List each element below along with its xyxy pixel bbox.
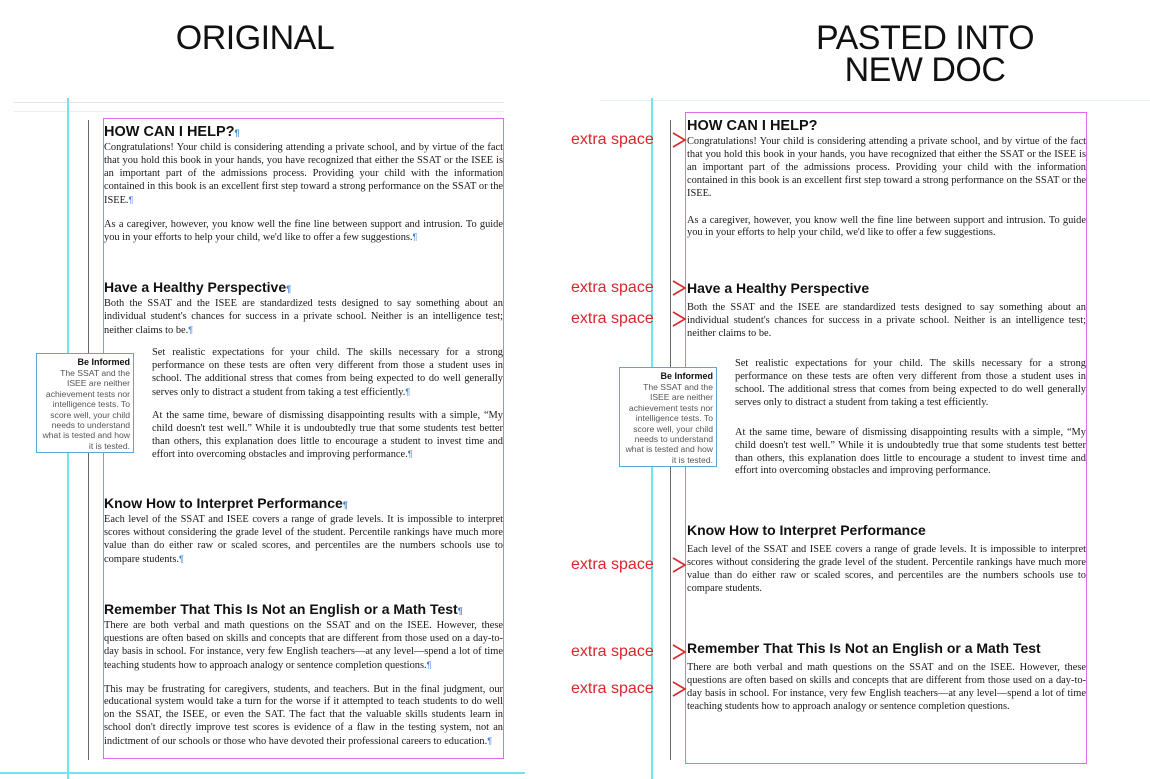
title-pasted-line2: NEW DOC bbox=[844, 51, 1006, 89]
right-sidebar-be-informed bbox=[619, 367, 717, 467]
paragraph-each-level: Each level of the SSAT and ISEE covers a range of grade levels. It is impossible to interpret scores without considering the grade level of the student. Percentile rankings have much more value than do either raw or scaled scores, and percentiles are the numbers schools use to compare students.¶ bbox=[104, 514, 503, 566]
annotation-extra-space-4: extra space bbox=[571, 556, 654, 573]
heading-interpret-performance-pasted: Know How to Interpret Performance bbox=[687, 522, 926, 539]
chevron-right-icon bbox=[671, 279, 687, 297]
chevron-right-icon bbox=[671, 310, 687, 328]
annotation-extra-space-3: extra space bbox=[571, 310, 654, 327]
title-pasted-line1: PASTED INTO bbox=[815, 19, 1035, 57]
annotation-extra-space-6: extra space bbox=[571, 680, 654, 697]
title-original: ORIGINAL bbox=[175, 19, 335, 57]
chevron-right-icon bbox=[671, 643, 687, 661]
paragraph-expectations: Set realistic expectations for your child. The skills necessary for a strong performance on these tests are often very different from those a student uses in school. The additional stress that comes from being expected to do well generally serves only to distract a student from taking a test efficiently.¶ bbox=[152, 347, 503, 398]
right-page bbox=[687, 118, 1086, 714]
annotation-extra-space-2: extra space bbox=[571, 279, 654, 296]
paragraph-verbal-math-pasted: There are both verbal and math questions on the SSAT and on the ISEE. However, these questions are often based on skills and concepts that are different from those used on a day-to-day basis in school. For instance, very few English teachers—at any level—spend a lot of time teaching students how to approach analogy or sentence completion questions. bbox=[687, 661, 1086, 712]
paragraph-standardized-pasted: Both the SSAT and the ISEE are standardized tests designed to say something about an individual student's chances for success in a private school. Neither is an intelligence test; neither claims to be. bbox=[687, 302, 1086, 340]
sidebar-title: Be Informed bbox=[77, 357, 130, 367]
paragraph-expectations-pasted: Set realistic expectations for your child. The skills necessary for a strong performance on these tests are often very different from those a student uses in school. The additional stress that comes from being expected to do well generally serves only to distract a student from taking a test efficiently. bbox=[735, 358, 1086, 408]
left-page bbox=[104, 124, 503, 749]
chevron-right-icon bbox=[671, 131, 687, 149]
heading-remember-pasted: Remember That This Is Not an English or a Math Test bbox=[687, 639, 1041, 656]
paragraph-congratulations: Congratulations! Your child is considering attending a private school, and by virtue of the fact that you hold this book in your hands, you have recognized that either the SSAT or the ISEE is an important part of the admissions process. Providing your child with the information contained in this book is an excellent first step toward a strong performance on the SSAT or the ISEE.¶ bbox=[104, 142, 503, 206]
right-top-guide bbox=[600, 100, 1150, 101]
left-sidebar-be-informed bbox=[36, 353, 134, 453]
paragraph-congratulations-pasted: Congratulations! Your child is considering attending a private school, and by virtue of the fact that you hold this book in your hands, you have recognized that either the SSAT or the ISEE is an important part of the admissions process. Providing your child with the information contained in this book is an excellent first step toward a strong performance on the SSAT or the ISEE. bbox=[687, 136, 1086, 199]
left-bottom-guide bbox=[0, 772, 525, 774]
paragraph-each-level-pasted: Each level of the SSAT and ISEE covers a range of grade levels. It is impossible to interpret scores without considering the grade level of the student. Percentile rankings have much more value than do either raw or scaled scores, and percentiles are the numbers schools use to compare students. bbox=[687, 544, 1086, 595]
annotation-extra-space-5: extra space bbox=[571, 643, 654, 660]
paragraph-frustrating: This may be frustrating for caregivers, students, and teachers. But in the final judgment, our educational system would take a turn for the worse if it attempted to teach students to do well on the SSAT, the ISEE, or even the SAT. The fact that the valuable skills students learn in school don't directly improve test scores is evidence of a flaw in the testing system, not an indictment of our schools or those who have devoted their professional careers to education.¶ bbox=[104, 683, 503, 748]
paragraph-standardized: Both the SSAT and the ISEE are standardized tests designed to say something about an individual student's chances for success in a private school. Neither is an intelligence test; neither claims to be.¶ bbox=[104, 298, 503, 337]
paragraph-caregiver: As a caregiver, however, you know well the fine line between support and intrusion. To guide you in your efforts to help your child, we'd like to offer a few suggestions.¶ bbox=[104, 218, 503, 244]
sidebar-title-pasted: Be Informed bbox=[660, 371, 713, 381]
chevron-right-icon bbox=[671, 556, 687, 574]
paragraph-same-time-pasted: At the same time, beware of dismissing disappointing results with a simple, “My child doesn't test well.” While it is undoubtedly true that some students test better than others, this explanation does little to encourage a student to invest time and effort into overcoming obstacles and improving performance. bbox=[735, 426, 1086, 477]
chevron-right-icon bbox=[671, 680, 687, 698]
left-top-guide bbox=[14, 102, 504, 103]
paragraph-same-time: At the same time, beware of dismissing disappointing results with a simple, “My child doesn't test well.” While it is undoubtedly true that some students test better than others, this explanation does little to encourage a student to invest time and effort into overcoming obstacles and improving performance.¶ bbox=[152, 409, 503, 461]
heading-how-can-i-help: HOW CAN I HELP?¶ bbox=[104, 124, 240, 140]
annotation-extra-space-1: extra space bbox=[571, 131, 654, 148]
sidebar-text-pasted: The SSAT and the ISEE are neither achievement tests nor intelligence tests. To score well, your child needs to understand what is tested and how it is tested. bbox=[625, 382, 713, 465]
heading-remember: Remember That This Is Not an English or a Math Test¶ bbox=[104, 600, 463, 617]
paragraph-caregiver-pasted: As a caregiver, however, you know well the fine line between support and intrusion. To guide you in your efforts to help your child, we'd like to offer a few suggestions. bbox=[687, 214, 1086, 239]
left-top-guide-2 bbox=[14, 111, 504, 112]
sidebar-text: The SSAT and the ISEE are neither achievement tests nor intelligence tests. To score well, your child needs to understand what is tested and how it is tested. bbox=[42, 368, 130, 451]
heading-healthy-perspective: Have a Healthy Perspective¶ bbox=[104, 279, 292, 296]
heading-how-can-i-help-pasted: HOW CAN I HELP? bbox=[687, 118, 818, 134]
heading-healthy-perspective-pasted: Have a Healthy Perspective bbox=[687, 280, 870, 297]
heading-interpret-performance: Know How to Interpret Performance¶ bbox=[104, 495, 348, 512]
paragraph-verbal-math: There are both verbal and math questions on the SSAT and on the ISEE. However, these questions are often based on skills and concepts that are different from those used on a day-to-day basis in school. For instance, very few English teachers—at any level—spend a lot of time teaching students how to approach analogy or sentence completion questions.¶ bbox=[104, 619, 503, 671]
